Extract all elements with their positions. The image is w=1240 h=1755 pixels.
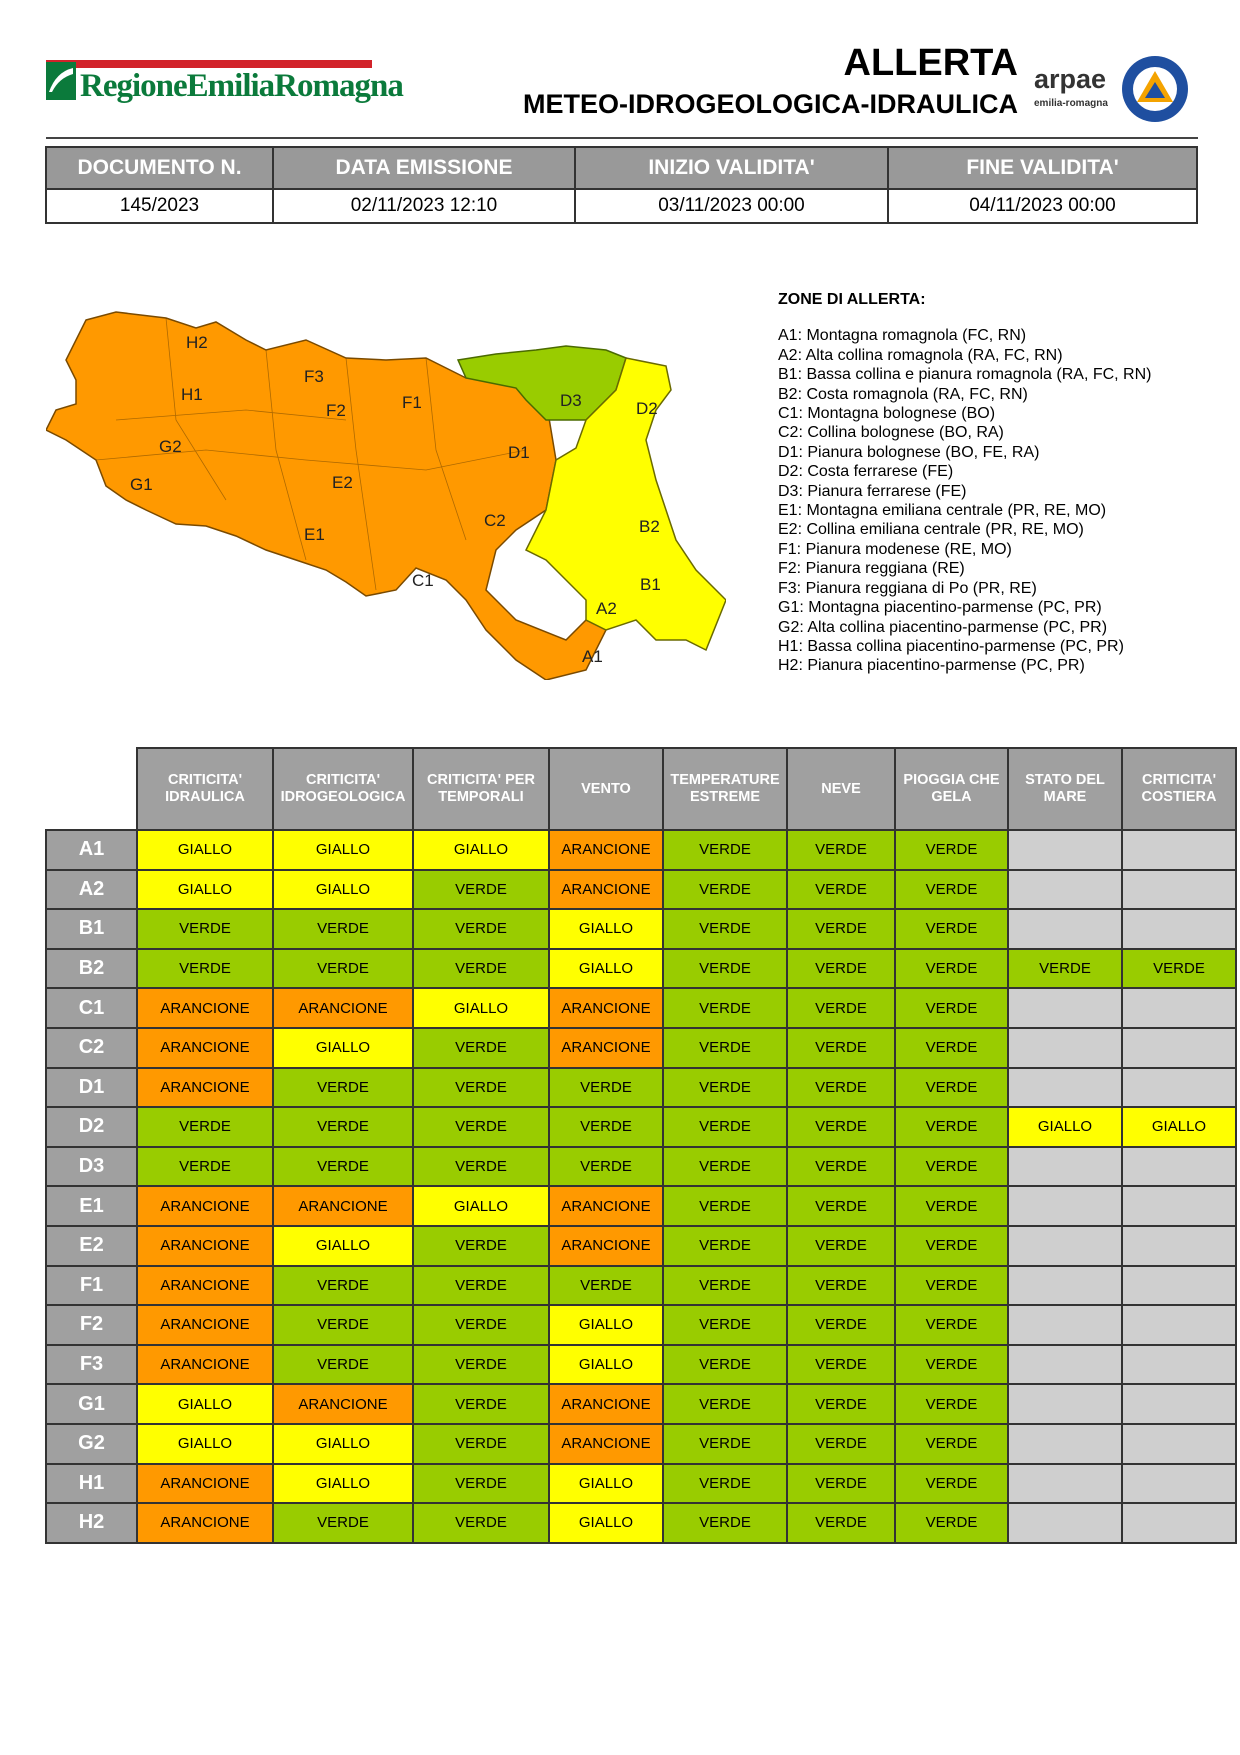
- alert-level-cell: VERDE: [895, 1305, 1008, 1345]
- alert-level-cell: VERDE: [413, 1384, 549, 1424]
- alert-level-cell: ARANCIONE: [273, 988, 413, 1028]
- alert-level-cell: [1008, 830, 1122, 870]
- alert-level-cell: VERDE: [663, 1424, 787, 1464]
- alert-level-cell: VERDE: [663, 1068, 787, 1108]
- alert-level-cell: [1008, 1266, 1122, 1306]
- map-label-d1: D1: [508, 443, 530, 462]
- alert-level-cell: [1008, 988, 1122, 1028]
- alert-level-cell: VERDE: [663, 1503, 787, 1543]
- alert-level-cell: VERDE: [787, 909, 895, 949]
- zone-code: D1: [46, 1068, 137, 1108]
- table-row: [46, 909, 1236, 949]
- alert-level-cell: [1008, 1147, 1122, 1187]
- map-label-c1: C1: [412, 571, 434, 590]
- alert-level-cell: VERDE: [663, 1107, 787, 1147]
- alert-level-cell: VERDE: [895, 1424, 1008, 1464]
- alert-level-cell: GIALLO: [549, 1305, 663, 1345]
- alert-level-cell: VERDE: [895, 988, 1008, 1028]
- column-header: CRITICITA' IDROGEOLOGICA: [273, 748, 413, 830]
- alert-level-cell: GIALLO: [273, 1424, 413, 1464]
- zone-legend-item: C1: Montagna bolognese (BO): [778, 405, 996, 423]
- alert-level-cell: VERDE: [663, 1186, 787, 1226]
- alert-level-cell: [1008, 1503, 1122, 1543]
- alert-level-cell: VERDE: [549, 1147, 663, 1187]
- zone-code: A1: [46, 830, 137, 870]
- alert-table-header: [46, 748, 1236, 830]
- alert-level-cell: VERDE: [413, 870, 549, 910]
- alert-zone-map: [46, 300, 726, 680]
- table-row: [46, 1464, 1236, 1504]
- alert-level-cell: VERDE: [413, 909, 549, 949]
- alert-level-cell: ARANCIONE: [137, 1068, 273, 1108]
- map-label-d2: D2: [636, 399, 658, 418]
- table-row: [46, 1266, 1236, 1306]
- doc-number: 145/2023: [46, 189, 273, 223]
- alert-level-cell: GIALLO: [413, 1186, 549, 1226]
- alert-level-cell: VERDE: [663, 1345, 787, 1385]
- alert-level-cell: ARANCIONE: [137, 1305, 273, 1345]
- region-flag-icon: [46, 62, 76, 100]
- alert-level-cell: [1122, 1345, 1236, 1385]
- alert-level-cell: VERDE: [273, 1068, 413, 1108]
- alert-level-cell: VERDE: [273, 1266, 413, 1306]
- zone-legend-item: C2: Collina bolognese (BO, RA): [778, 424, 1004, 442]
- alert-level-cell: [1122, 830, 1236, 870]
- map-label-b1: B1: [640, 575, 661, 594]
- alert-level-cell: VERDE: [787, 1147, 895, 1187]
- map-label-h2: H2: [186, 333, 208, 352]
- alert-level-cell: GIALLO: [413, 988, 549, 1028]
- alert-level-cell: GIALLO: [1122, 1107, 1236, 1147]
- zone-code: G1: [46, 1384, 137, 1424]
- alert-level-cell: VERDE: [413, 1305, 549, 1345]
- alert-level-cell: [1008, 1424, 1122, 1464]
- alert-level-cell: GIALLO: [137, 830, 273, 870]
- alert-level-cell: GIALLO: [413, 830, 549, 870]
- alert-table-body: [46, 830, 1236, 1543]
- alert-level-cell: ARANCIONE: [549, 1028, 663, 1068]
- column-header: NEVE: [787, 748, 895, 830]
- table-row: [46, 988, 1236, 1028]
- alert-level-cell: VERDE: [663, 830, 787, 870]
- alert-level-cell: VERDE: [663, 1226, 787, 1266]
- alert-level-cell: VERDE: [549, 1266, 663, 1306]
- arpae-logo-sub: emilia-romagna: [1034, 98, 1108, 109]
- alert-level-cell: GIALLO: [1008, 1107, 1122, 1147]
- alert-level-cell: ARANCIONE: [549, 830, 663, 870]
- table-row: [46, 1345, 1236, 1385]
- alert-level-cell: VERDE: [273, 1305, 413, 1345]
- page-title: ALLERTA: [843, 42, 1018, 84]
- protezione-civile-icon: [1120, 54, 1190, 124]
- alert-level-cell: [1122, 1028, 1236, 1068]
- map-label-f3: F3: [304, 367, 324, 386]
- alert-level-cell: VERDE: [413, 1226, 549, 1266]
- valid-from-header: INIZIO VALIDITA': [575, 147, 888, 189]
- zone-legend-item: B1: Bassa collina e pianura romagnola (RA, FC, RN): [778, 366, 1152, 384]
- zone-legend-item: F3: Pianura reggiana di Po (PR, RE): [778, 579, 1037, 597]
- zone-code: F3: [46, 1345, 137, 1385]
- alert-level-cell: VERDE: [137, 1107, 273, 1147]
- alert-level-cell: VERDE: [413, 1345, 549, 1385]
- alert-level-cell: [1122, 1266, 1236, 1306]
- alert-level-cell: ARANCIONE: [137, 1186, 273, 1226]
- alert-level-cell: ARANCIONE: [549, 1424, 663, 1464]
- alert-level-cell: [1008, 870, 1122, 910]
- alert-level-cell: ARANCIONE: [137, 1266, 273, 1306]
- zone-code: D3: [46, 1147, 137, 1187]
- alert-level-cell: VERDE: [895, 1345, 1008, 1385]
- zone-legend-item: G1: Montagna piacentino-parmense (PC, PR): [778, 599, 1102, 617]
- map-label-d3: D3: [560, 391, 582, 410]
- map-label-a1: A1: [582, 647, 603, 666]
- alert-level-cell: VERDE: [413, 1503, 549, 1543]
- table-row: [46, 1424, 1236, 1464]
- alert-level-cell: VERDE: [787, 1305, 895, 1345]
- alert-level-cell: VERDE: [273, 1345, 413, 1385]
- map-label-g2: G2: [159, 437, 182, 456]
- alert-level-cell: VERDE: [787, 1186, 895, 1226]
- alert-level-cell: VERDE: [787, 1266, 895, 1306]
- alert-level-cell: VERDE: [895, 1107, 1008, 1147]
- alert-level-cell: VERDE: [895, 1503, 1008, 1543]
- alert-level-cell: VERDE: [663, 1147, 787, 1187]
- alert-level-cell: VERDE: [895, 1147, 1008, 1187]
- alert-level-cell: ARANCIONE: [273, 1384, 413, 1424]
- valid-from: 03/11/2023 00:00: [575, 189, 888, 223]
- zone-legend-item: A2: Alta collina romagnola (RA, FC, RN): [778, 346, 1063, 364]
- alert-level-cell: ARANCIONE: [549, 1186, 663, 1226]
- page-subtitle: METEO-IDROGEOLOGICA-IDRAULICA: [523, 89, 1018, 119]
- alert-level-cell: GIALLO: [273, 870, 413, 910]
- logo-red-bar: [46, 60, 372, 68]
- alert-level-cell: VERDE: [663, 949, 787, 989]
- alert-level-cell: VERDE: [663, 870, 787, 910]
- alert-level-cell: GIALLO: [273, 1028, 413, 1068]
- alert-level-cell: VERDE: [787, 1226, 895, 1266]
- alert-level-cell: [1122, 1384, 1236, 1424]
- zone-code: G2: [46, 1424, 137, 1464]
- map-label-g1: G1: [130, 475, 153, 494]
- alert-level-cell: ARANCIONE: [549, 870, 663, 910]
- column-header: VENTO: [549, 748, 663, 830]
- alert-level-cell: VERDE: [663, 1464, 787, 1504]
- alert-level-cell: [1008, 1028, 1122, 1068]
- zone-code: H2: [46, 1503, 137, 1543]
- zone-legend-item: F1: Pianura modenese (RE, MO): [778, 540, 1012, 558]
- alert-level-cell: [1122, 1503, 1236, 1543]
- alert-level-cell: ARANCIONE: [137, 1464, 273, 1504]
- alert-level-cell: VERDE: [895, 1266, 1008, 1306]
- map-label-e1: E1: [304, 525, 325, 544]
- alert-level-cell: VERDE: [787, 1028, 895, 1068]
- alert-level-cell: VERDE: [137, 949, 273, 989]
- zone-code: D2: [46, 1107, 137, 1147]
- alert-level-cell: VERDE: [787, 988, 895, 1028]
- alert-level-cell: VERDE: [895, 830, 1008, 870]
- alert-level-cell: ARANCIONE: [273, 1186, 413, 1226]
- alert-level-cell: [1122, 909, 1236, 949]
- alert-level-cell: VERDE: [413, 1028, 549, 1068]
- table-row: [46, 1028, 1236, 1068]
- alert-level-cell: VERDE: [273, 949, 413, 989]
- zone-legend-item: A1: Montagna romagnola (FC, RN): [778, 327, 1027, 345]
- region-logo-text: RegioneEmiliaRomagna: [80, 68, 403, 104]
- alert-level-cell: VERDE: [413, 1424, 549, 1464]
- zone-code: B2: [46, 949, 137, 989]
- alert-level-cell: GIALLO: [273, 1464, 413, 1504]
- column-header: STATO DEL MARE: [1008, 748, 1122, 830]
- table-row: [46, 1147, 1236, 1187]
- alert-level-cell: GIALLO: [549, 1345, 663, 1385]
- zone-code: H1: [46, 1464, 137, 1504]
- zone-code: F1: [46, 1266, 137, 1306]
- alert-level-cell: [1008, 909, 1122, 949]
- alert-level-cell: ARANCIONE: [137, 1345, 273, 1385]
- table-row: [46, 1226, 1236, 1266]
- valid-to: 04/11/2023 00:00: [888, 189, 1197, 223]
- zone-legend-item: B2: Costa romagnola (RA, FC, RN): [778, 385, 1028, 403]
- alert-level-cell: VERDE: [895, 870, 1008, 910]
- alert-level-cell: VERDE: [273, 909, 413, 949]
- zone-legend: [778, 290, 1152, 676]
- alert-level-cell: [1122, 988, 1236, 1028]
- alert-level-cell: VERDE: [895, 949, 1008, 989]
- zone-legend-item: D2: Costa ferrarese (FE): [778, 463, 954, 481]
- table-row: [46, 1186, 1236, 1226]
- alert-level-cell: GIALLO: [137, 870, 273, 910]
- doc-number-header: DOCUMENTO N.: [46, 147, 273, 189]
- alert-level-cell: [1122, 1147, 1236, 1187]
- alert-level-cell: VERDE: [787, 830, 895, 870]
- table-row: [46, 1503, 1236, 1543]
- valid-to-header: FINE VALIDITA': [888, 147, 1197, 189]
- zone-code: E2: [46, 1226, 137, 1266]
- alert-level-cell: VERDE: [413, 949, 549, 989]
- issue-date: 02/11/2023 12:10: [273, 189, 575, 223]
- alert-level-cell: [1122, 1424, 1236, 1464]
- table-row: [46, 1068, 1236, 1108]
- table-row: [46, 830, 1236, 870]
- alert-level-cell: VERDE: [787, 1464, 895, 1504]
- alert-level-cell: VERDE: [413, 1464, 549, 1504]
- alert-level-cell: VERDE: [895, 1068, 1008, 1108]
- map-label-h1: H1: [181, 385, 203, 404]
- alert-level-cell: VERDE: [663, 1028, 787, 1068]
- alert-level-cell: VERDE: [137, 909, 273, 949]
- alert-level-cell: GIALLO: [549, 949, 663, 989]
- alert-level-cell: [1122, 1068, 1236, 1108]
- alert-level-cell: ARANCIONE: [549, 988, 663, 1028]
- zone-legend-item: F2: Pianura reggiana (RE): [778, 560, 965, 578]
- alert-level-cell: VERDE: [413, 1107, 549, 1147]
- zone-legend-item: G2: Alta collina piacentino-parmense (PC, PR): [778, 618, 1108, 636]
- zone-code: C1: [46, 988, 137, 1028]
- alert-level-cell: [1008, 1384, 1122, 1424]
- alert-level-cell: ARANCIONE: [137, 1226, 273, 1266]
- zone-code: C2: [46, 1028, 137, 1068]
- alert-level-cell: VERDE: [413, 1266, 549, 1306]
- alert-level-cell: VERDE: [895, 1186, 1008, 1226]
- alert-level-cell: ARANCIONE: [549, 1226, 663, 1266]
- alert-level-cell: VERDE: [787, 870, 895, 910]
- alert-level-cell: VERDE: [787, 1384, 895, 1424]
- alert-level-cell: VERDE: [663, 1266, 787, 1306]
- alert-level-cell: VERDE: [1122, 949, 1236, 989]
- alert-level-cell: VERDE: [895, 1028, 1008, 1068]
- zone-legend-item: H1: Bassa collina piacentino-parmense (PC, PR): [778, 637, 1124, 655]
- alert-level-cell: GIALLO: [137, 1424, 273, 1464]
- alert-level-cell: VERDE: [663, 988, 787, 1028]
- issue-date-header: DATA EMISSIONE: [273, 147, 575, 189]
- document-info-table: [45, 146, 1198, 224]
- alert-level-cell: VERDE: [787, 1424, 895, 1464]
- alert-level-cell: VERDE: [895, 1226, 1008, 1266]
- alert-level-cell: VERDE: [549, 1107, 663, 1147]
- alert-level-cell: VERDE: [663, 1305, 787, 1345]
- alert-level-cell: [1008, 1226, 1122, 1266]
- alert-level-cell: ARANCIONE: [137, 988, 273, 1028]
- table-row: [46, 1384, 1236, 1424]
- alert-level-cell: [1008, 1305, 1122, 1345]
- column-header: CRITICITA' COSTIERA: [1122, 748, 1236, 830]
- alert-level-cell: VERDE: [895, 1464, 1008, 1504]
- table-row: [46, 949, 1236, 989]
- zone-code: A2: [46, 870, 137, 910]
- alert-level-cell: GIALLO: [273, 1226, 413, 1266]
- alert-level-cell: [1008, 1068, 1122, 1108]
- alert-level-cell: ARANCIONE: [137, 1028, 273, 1068]
- alert-level-cell: VERDE: [787, 1068, 895, 1108]
- alert-level-cell: VERDE: [273, 1147, 413, 1187]
- map-label-f1: F1: [402, 393, 422, 412]
- alert-level-cell: [1122, 1186, 1236, 1226]
- alert-table: [45, 747, 1237, 1544]
- map-label-c2: C2: [484, 511, 506, 530]
- alert-level-cell: GIALLO: [273, 830, 413, 870]
- column-header: PIOGGIA CHE GELA: [895, 748, 1008, 830]
- alert-level-cell: [1122, 1305, 1236, 1345]
- alert-level-cell: VERDE: [273, 1107, 413, 1147]
- alert-level-cell: VERDE: [1008, 949, 1122, 989]
- alert-level-cell: [1008, 1345, 1122, 1385]
- alert-level-cell: VERDE: [787, 1503, 895, 1543]
- alert-level-cell: VERDE: [549, 1068, 663, 1108]
- alert-level-cell: [1122, 1226, 1236, 1266]
- alert-level-cell: VERDE: [137, 1147, 273, 1187]
- zone-code: E1: [46, 1186, 137, 1226]
- alert-level-cell: VERDE: [413, 1147, 549, 1187]
- alert-level-cell: [1008, 1186, 1122, 1226]
- alert-level-cell: VERDE: [663, 1384, 787, 1424]
- map-label-e2: E2: [332, 473, 353, 492]
- table-row: [46, 870, 1236, 910]
- zone-code: B1: [46, 909, 137, 949]
- zone-legend-title: ZONE DI ALLERTA:: [778, 291, 926, 308]
- zone-legend-item: E2: Collina emiliana centrale (PR, RE, MO): [778, 521, 1084, 539]
- column-header: CRITICITA' PER TEMPORALI: [413, 748, 549, 830]
- alert-level-cell: VERDE: [895, 1384, 1008, 1424]
- header-divider: [46, 137, 1198, 139]
- column-header: TEMPERATURE ESTREME: [663, 748, 787, 830]
- map-label-b2: B2: [639, 517, 660, 536]
- alert-level-cell: GIALLO: [549, 1503, 663, 1543]
- zone-legend-item: H2: Pianura piacentino-parmense (PC, PR): [778, 657, 1085, 675]
- alert-level-cell: VERDE: [663, 909, 787, 949]
- alert-level-cell: VERDE: [273, 1503, 413, 1543]
- alert-level-cell: ARANCIONE: [137, 1503, 273, 1543]
- map-label-f2: F2: [326, 401, 346, 420]
- zone-column-blank: [46, 748, 137, 830]
- alert-level-cell: VERDE: [413, 1068, 549, 1108]
- zone-legend-item: E1: Montagna emiliana centrale (PR, RE, MO): [778, 502, 1107, 520]
- alert-level-cell: GIALLO: [137, 1384, 273, 1424]
- alert-level-cell: VERDE: [787, 1345, 895, 1385]
- alert-level-cell: VERDE: [787, 1107, 895, 1147]
- alert-level-cell: [1122, 1464, 1236, 1504]
- zone-legend-item: D1: Pianura bolognese (BO, FE, RA): [778, 443, 1040, 461]
- zone-legend-list: [778, 326, 1152, 675]
- alert-level-cell: ARANCIONE: [549, 1384, 663, 1424]
- alert-level-cell: [1008, 1464, 1122, 1504]
- alert-level-cell: VERDE: [787, 949, 895, 989]
- alert-level-cell: VERDE: [895, 909, 1008, 949]
- zone-code: F2: [46, 1305, 137, 1345]
- map-label-a2: A2: [596, 599, 617, 618]
- table-row: [46, 1107, 1236, 1147]
- column-header: CRITICITA' IDRAULICA: [137, 748, 273, 830]
- alert-level-cell: [1122, 870, 1236, 910]
- table-row: [46, 1305, 1236, 1345]
- alert-level-cell: GIALLO: [549, 1464, 663, 1504]
- arpae-logo: arpae: [1034, 64, 1107, 94]
- alert-level-cell: GIALLO: [549, 909, 663, 949]
- zone-legend-item: D3: Pianura ferrarese (FE): [778, 482, 967, 500]
